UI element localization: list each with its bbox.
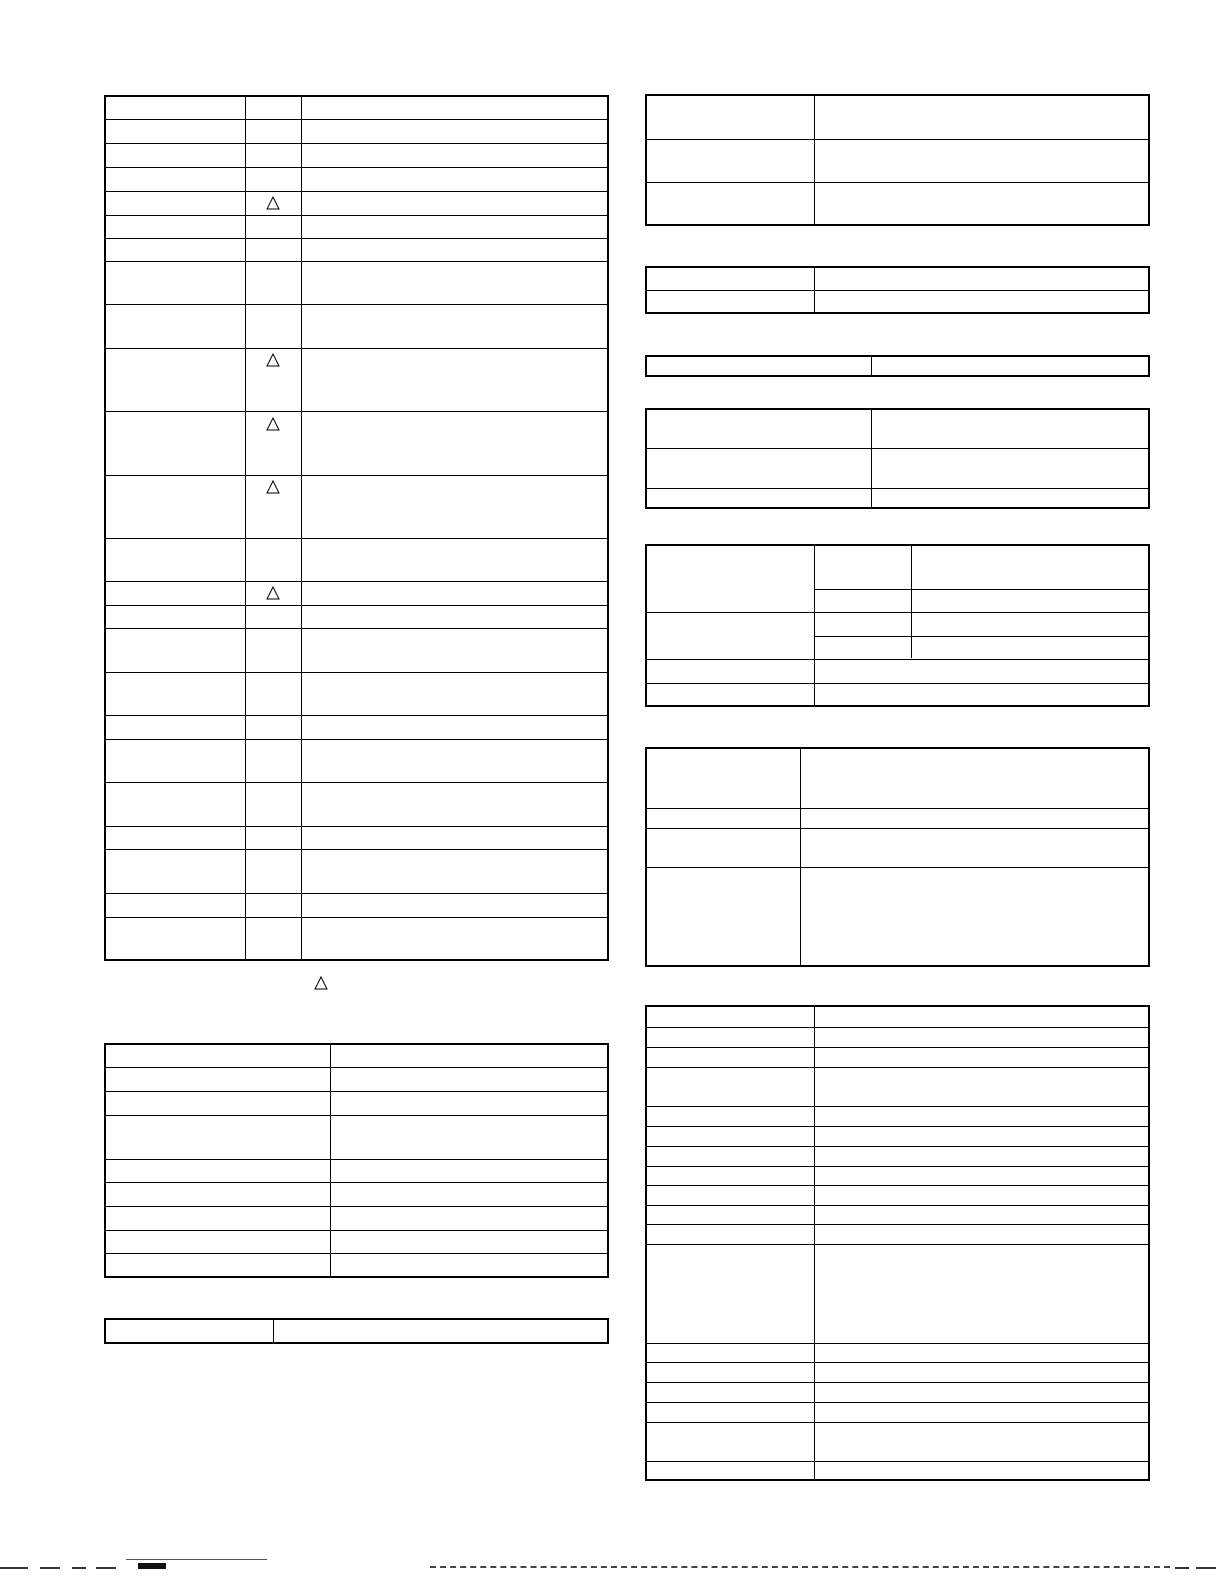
row-divider bbox=[106, 348, 607, 349]
row-divider bbox=[106, 628, 607, 629]
row-divider bbox=[647, 1067, 1148, 1068]
row-divider bbox=[106, 1067, 607, 1068]
triangle-caution-icon bbox=[266, 353, 280, 367]
column-divider bbox=[911, 546, 912, 658]
row-divider bbox=[647, 1461, 1148, 1462]
row-divider bbox=[106, 1182, 607, 1183]
footer-link-underline[interactable] bbox=[126, 1559, 267, 1560]
row-divider bbox=[106, 191, 607, 192]
right-table-4 bbox=[645, 408, 1150, 509]
footer-rule-stub bbox=[1196, 1567, 1216, 1569]
row-divider bbox=[647, 612, 1148, 613]
row-divider bbox=[647, 448, 1148, 449]
row-divider bbox=[106, 672, 607, 673]
row-divider bbox=[106, 893, 607, 894]
column-divider bbox=[301, 97, 302, 959]
row-divider bbox=[106, 739, 607, 740]
row-divider bbox=[106, 538, 607, 539]
single-row-table bbox=[104, 1318, 609, 1344]
right-table-7 bbox=[645, 1005, 1150, 1481]
footer-rule-stub bbox=[0, 1567, 28, 1569]
column-divider bbox=[273, 1320, 274, 1342]
row-divider bbox=[106, 167, 607, 168]
triangle-caution-icon bbox=[266, 586, 280, 600]
row-divider bbox=[647, 1343, 1148, 1344]
column-divider bbox=[800, 749, 801, 965]
row-divider bbox=[647, 1106, 1148, 1107]
column-divider bbox=[330, 1045, 331, 1276]
row-divider bbox=[647, 1244, 1148, 1245]
row-divider bbox=[106, 826, 607, 827]
column-divider bbox=[814, 1007, 815, 1479]
row-divider bbox=[647, 182, 1148, 183]
row-divider bbox=[647, 290, 1148, 291]
row-divider bbox=[814, 636, 1148, 637]
row-divider bbox=[106, 849, 607, 850]
footer-rule-stub bbox=[1175, 1567, 1189, 1569]
footer-dashed-rule bbox=[430, 1566, 1170, 1568]
footer-rule-stub bbox=[72, 1567, 86, 1569]
row-divider bbox=[647, 1185, 1148, 1186]
right-table-5 bbox=[645, 544, 1150, 707]
row-divider bbox=[106, 1159, 607, 1160]
main-spec-table bbox=[104, 95, 609, 961]
footer-rule-stub bbox=[40, 1567, 60, 1569]
row-divider bbox=[647, 867, 1148, 868]
column-divider bbox=[871, 357, 872, 375]
row-divider bbox=[647, 1205, 1148, 1206]
row-divider bbox=[647, 1047, 1148, 1048]
row-divider bbox=[106, 715, 607, 716]
triangle-caution-icon bbox=[266, 480, 280, 494]
row-divider bbox=[106, 475, 607, 476]
row-divider bbox=[106, 143, 607, 144]
footer-rule-stub bbox=[96, 1567, 116, 1569]
row-divider bbox=[106, 215, 607, 216]
row-divider bbox=[647, 1362, 1148, 1363]
footer-logo-mark bbox=[138, 1563, 166, 1569]
triangle-caution-icon bbox=[266, 196, 280, 210]
secondary-spec-table bbox=[104, 1043, 609, 1278]
row-divider bbox=[647, 1382, 1148, 1383]
row-divider bbox=[647, 828, 1148, 829]
row-divider bbox=[106, 238, 607, 239]
column-divider bbox=[814, 96, 815, 224]
row-divider bbox=[647, 808, 1148, 809]
row-divider bbox=[106, 1206, 607, 1207]
row-divider bbox=[106, 119, 607, 120]
row-divider bbox=[106, 1253, 607, 1254]
column-divider bbox=[871, 410, 872, 507]
column-divider bbox=[245, 97, 246, 959]
row-divider bbox=[647, 488, 1148, 489]
row-divider bbox=[647, 1166, 1148, 1167]
row-divider bbox=[106, 1115, 607, 1116]
row-divider bbox=[647, 659, 1148, 660]
row-divider bbox=[106, 581, 607, 582]
row-divider bbox=[647, 1224, 1148, 1225]
row-divider bbox=[106, 304, 607, 305]
row-divider bbox=[106, 917, 607, 918]
right-table-6 bbox=[645, 747, 1150, 967]
row-divider bbox=[814, 589, 1148, 590]
row-divider bbox=[647, 139, 1148, 140]
row-divider bbox=[106, 1230, 607, 1231]
row-divider bbox=[647, 1146, 1148, 1147]
row-divider bbox=[106, 782, 607, 783]
triangle-caution-icon bbox=[314, 976, 328, 990]
column-divider bbox=[814, 546, 815, 705]
row-divider bbox=[647, 683, 1148, 684]
row-divider bbox=[647, 1422, 1148, 1423]
row-divider bbox=[106, 261, 607, 262]
row-divider bbox=[647, 1126, 1148, 1127]
right-table-1 bbox=[645, 94, 1150, 226]
row-divider bbox=[106, 1091, 607, 1092]
right-table-3 bbox=[645, 355, 1150, 377]
right-table-2 bbox=[645, 266, 1150, 314]
row-divider bbox=[106, 605, 607, 606]
row-divider bbox=[106, 411, 607, 412]
row-divider bbox=[647, 1402, 1148, 1403]
triangle-caution-icon bbox=[266, 417, 280, 431]
row-divider bbox=[647, 1027, 1148, 1028]
